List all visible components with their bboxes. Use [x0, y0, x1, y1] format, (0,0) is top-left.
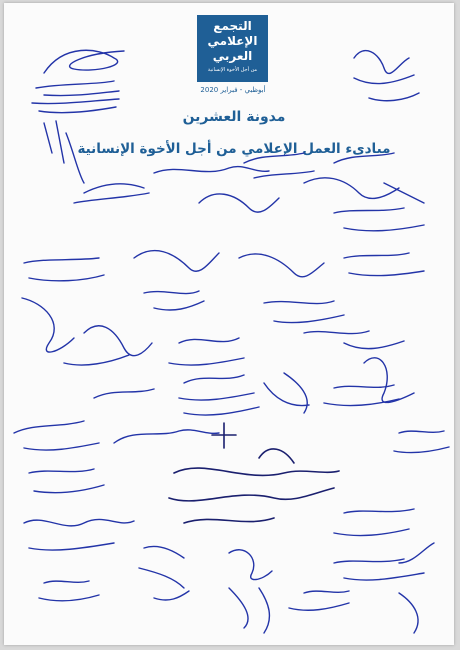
signature	[354, 51, 419, 101]
signature	[134, 251, 219, 272]
logo-tagline: من أجل الأخوة الإنسانية	[207, 67, 258, 73]
signed-document-page	[4, 3, 454, 645]
signature	[399, 543, 434, 563]
signature	[184, 518, 274, 523]
signature	[264, 301, 344, 323]
signature	[24, 258, 104, 281]
signature	[289, 591, 349, 610]
signature	[244, 153, 314, 178]
signature	[84, 326, 152, 356]
location-date: أبوظبي - فبراير 2020	[200, 86, 266, 94]
signature	[229, 550, 272, 580]
signature	[334, 208, 424, 231]
signature	[199, 194, 279, 212]
signature	[64, 355, 129, 365]
signature	[36, 81, 119, 96]
signature	[334, 153, 424, 203]
signature	[344, 253, 424, 276]
handwritten-signatures	[4, 3, 454, 645]
signature	[334, 559, 424, 580]
signature	[44, 121, 84, 183]
signature	[304, 331, 404, 349]
signature	[169, 338, 244, 365]
signature	[169, 488, 334, 501]
signature	[39, 581, 99, 601]
signature	[304, 178, 399, 199]
signature	[114, 430, 219, 443]
document-subtitle: مبادىء العمل الإعلامي من أجل الأخوة الإنسانية	[77, 141, 391, 157]
signature	[14, 421, 99, 450]
signature	[154, 167, 269, 173]
signature	[22, 298, 74, 352]
signature	[139, 546, 189, 600]
logo-line-1: التجمع	[213, 19, 252, 33]
signature	[24, 519, 134, 550]
signature	[74, 184, 149, 203]
signature	[399, 593, 418, 633]
signature	[32, 99, 119, 113]
signature	[44, 50, 124, 73]
signature	[259, 449, 294, 463]
signature	[94, 389, 154, 398]
signature	[229, 588, 269, 633]
signature	[394, 431, 449, 453]
signature	[364, 358, 414, 403]
logo-line-3: العربي	[212, 49, 253, 63]
signature	[239, 254, 324, 277]
signature	[179, 375, 259, 415]
signature	[174, 468, 339, 475]
signature	[212, 423, 236, 448]
document-title: مدونة العشرين	[182, 109, 286, 125]
signature	[334, 509, 414, 536]
logo-line-2: الإعلامي	[207, 34, 258, 48]
signature	[29, 469, 104, 493]
signature	[264, 373, 309, 413]
signature	[144, 291, 204, 310]
